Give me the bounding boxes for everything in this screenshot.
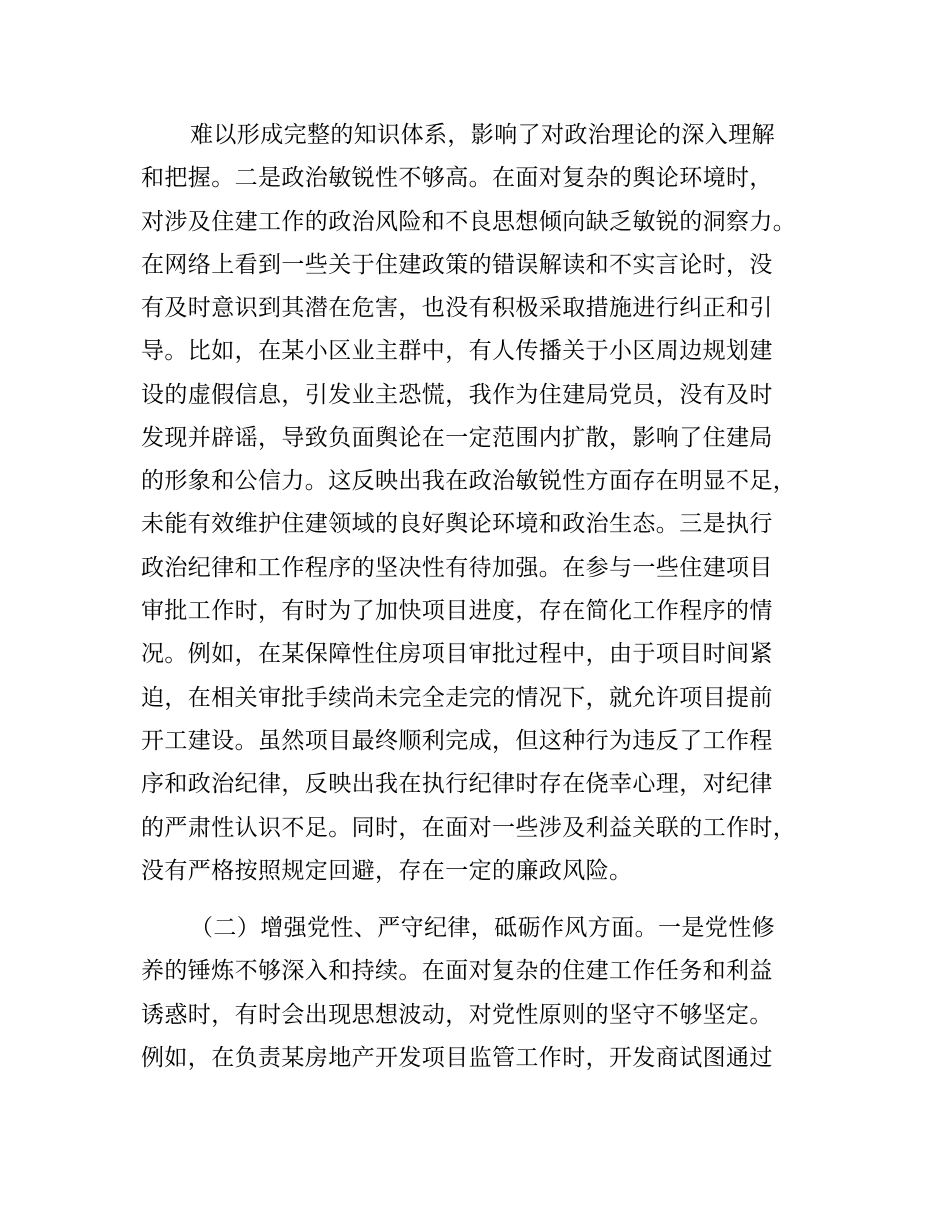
text-line: 未能有效维护住建领域的良好舆论环境和政治生态。三是执行 [141, 511, 773, 537]
text-line: 的形象和公信力。这反映出我在政治敏锐性方面存在明显不足， [141, 468, 797, 494]
text-line: 的严肃性认识不足。同时，在面对一些涉及利益关联的工作时， [141, 815, 797, 841]
text-line: 迫，在相关审批手续尚未完全走完的情况下，就允许项目提前 [141, 685, 773, 711]
text-line: 导。比如，在某小区业主群中，有人传播关于小区周边规划建 [141, 338, 773, 364]
text-line: 没有严格按照规定回避，存在一定的廉政风险。 [141, 858, 633, 884]
text-line: 发现并辟谣，导致负面舆论在一定范围内扩散，影响了住建局 [141, 425, 773, 451]
text-line: 在网络上看到一些关于住建政策的错误解读和不实言论时，没 [141, 252, 773, 278]
text-line: 诱惑时，有时会出现思想波动，对党性原则的坚守不够坚定。 [141, 1002, 773, 1028]
text-line: 审批工作时，有时为了加快项目进度，存在简化工作程序的情 [141, 598, 773, 624]
text-line: 政治纪律和工作程序的坚决性有待加强。在参与一些住建项目 [141, 555, 773, 581]
text-line: 开工建设。虽然项目最终顺利完成，但这种行为违反了工作程 [141, 728, 773, 754]
text-line: 养的锤炼不够深入和持续。在面对复杂的住建工作任务和利益 [141, 958, 773, 984]
text-line: （二）增强党性、严守纪律，砥砺作风方面。一是党性修 [190, 915, 775, 941]
text-line: 难以形成完整的知识体系，影响了对政治理论的深入理解 [190, 122, 775, 148]
text-line: 对涉及住建工作的政治风险和不良思想倾向缺乏敏锐的洞察力。 [141, 209, 797, 235]
text-line: 况。例如，在某保障性住房项目审批过程中，由于项目时间紧 [141, 641, 773, 667]
text-line: 和把握。二是政治敏锐性不够高。在面对复杂的舆论环境时， [141, 165, 773, 191]
text-line: 序和政治纪律，反映出我在执行纪律时存在侥幸心理，对纪律 [141, 771, 773, 797]
text-line: 有及时意识到其潜在危害，也没有积极采取措施进行纠正和引 [141, 295, 773, 321]
text-line: 例如，在负责某房地产开发项目监管工作时，开发商试图通过 [141, 1045, 773, 1071]
text-line: 设的虚假信息，引发业主恐慌，我作为住建局党员，没有及时 [141, 382, 773, 408]
